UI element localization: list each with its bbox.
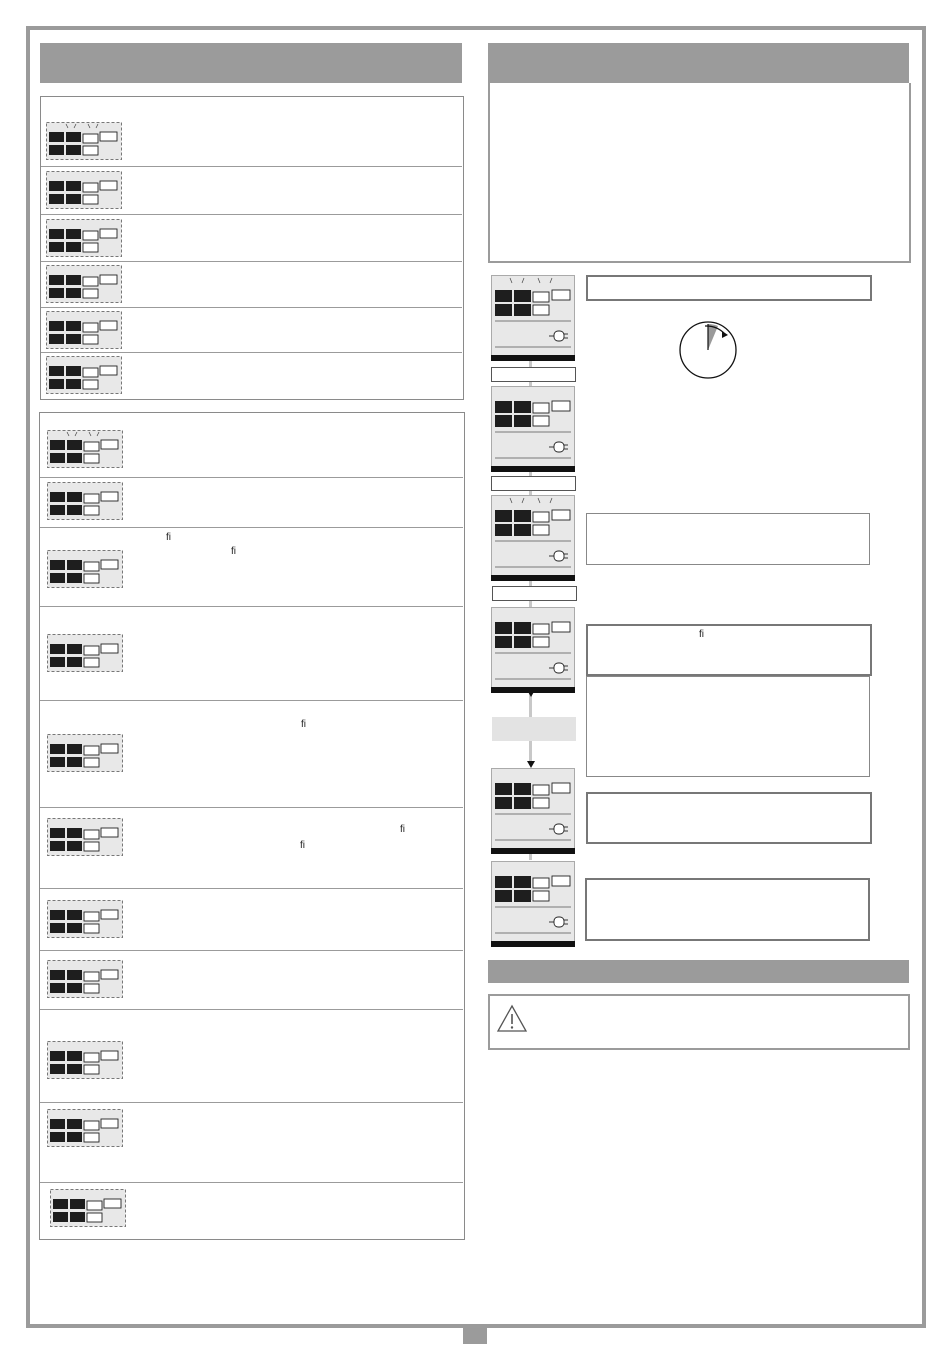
fi-ligature: fi [166, 532, 171, 543]
row-divider [40, 606, 463, 607]
clock-icon [677, 320, 739, 382]
left-header-bar [40, 43, 462, 83]
step-gray-box [492, 717, 576, 741]
step-label-box [491, 476, 576, 491]
warning-header-bar [488, 960, 909, 983]
fi-ligature: fi [231, 546, 236, 557]
callout-box [586, 275, 872, 301]
row-divider [41, 352, 462, 353]
callout-box [586, 676, 870, 777]
row-divider [41, 307, 462, 308]
fi-ligature: fi [400, 824, 405, 835]
step-label-box [491, 367, 576, 382]
row-divider [40, 477, 463, 478]
callout-box [586, 792, 872, 844]
callout-box [586, 624, 872, 676]
step-label-box [492, 586, 577, 601]
callout-box [585, 878, 870, 941]
row-divider [40, 950, 463, 951]
row-divider [41, 214, 462, 215]
row-divider [40, 1009, 463, 1010]
row-divider [41, 166, 462, 167]
fi-ligature: fi [300, 840, 305, 851]
warning-icon [496, 1004, 528, 1034]
row-divider [40, 888, 463, 889]
row-divider [40, 1182, 463, 1183]
callout-box [586, 513, 870, 565]
page-number-tab [463, 1324, 487, 1344]
right-header-bar [488, 43, 909, 83]
row-divider [40, 807, 463, 808]
row-divider [40, 527, 463, 528]
row-divider [40, 700, 463, 701]
warning-box [488, 994, 910, 1050]
row-divider [41, 261, 462, 262]
right-intro-box [488, 83, 911, 263]
row-divider [40, 1102, 463, 1103]
fi-ligature: fi [699, 629, 704, 640]
fi-ligature: fi [301, 719, 306, 730]
